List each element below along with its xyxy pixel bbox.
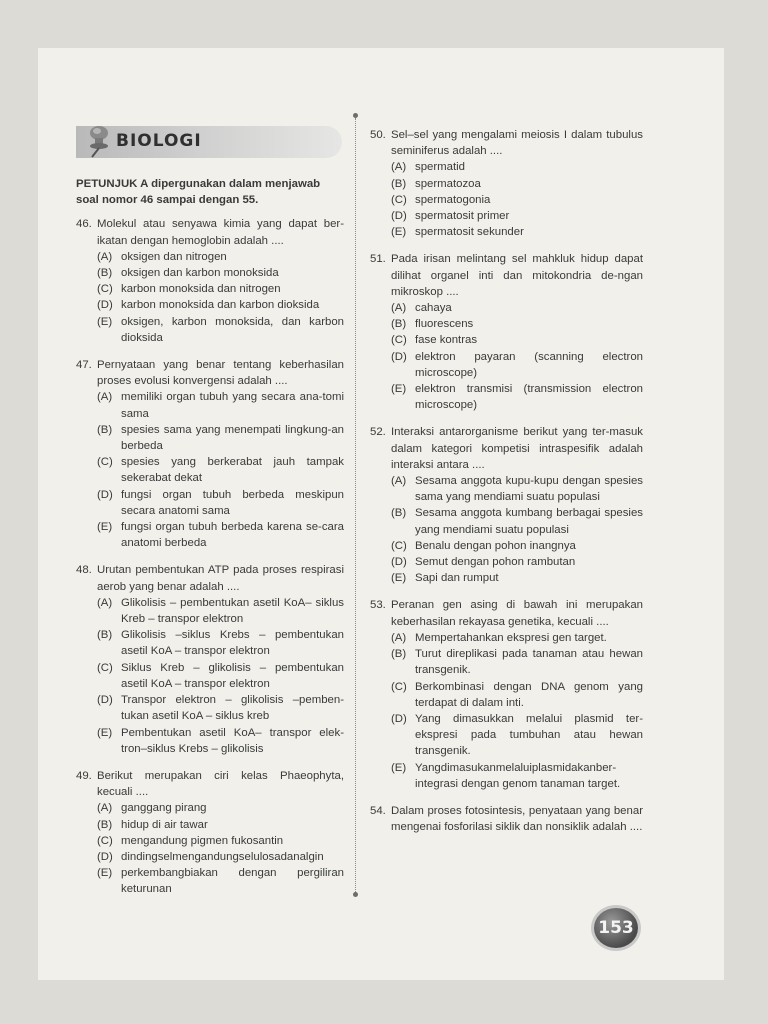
question-number: 52. <box>370 426 386 439</box>
answer-option <box>76 692 344 724</box>
answer-option <box>370 349 643 381</box>
question-number: 53. <box>370 599 386 612</box>
answer-option <box>370 176 643 192</box>
question-item <box>76 357 344 551</box>
option-text: spermatosit primer <box>415 210 510 223</box>
column-divider <box>355 118 356 896</box>
option-label: (D) <box>391 350 407 363</box>
option-label: (C) <box>97 661 113 674</box>
answer-option <box>76 725 344 757</box>
question-item <box>370 424 643 586</box>
question-number: 50. <box>370 129 386 141</box>
divider-dot <box>353 892 358 897</box>
option-text: Turut direplikasi pada tanaman atau hewan transgenik. <box>415 648 643 677</box>
option-label: (B) <box>391 177 407 190</box>
option-text: karbon monoksida dan karbon dioksida <box>121 299 320 312</box>
answer-option <box>370 381 643 413</box>
option-label: (A) <box>391 631 407 644</box>
option-label: (C) <box>97 834 113 847</box>
option-label: (B) <box>97 423 113 436</box>
option-text: Transpor elektron – glikolisis –pemben-tukan asetil KoA – siklus kreb <box>121 694 344 723</box>
question-text: Peranan gen asing di bawah ini merupakan keberhasilan rekayasa genetika, kecuali .... <box>391 599 643 628</box>
option-text: Yang dimasukkan melalui plasmid ter-ekspresi pada tumbuhan atau hewan transgenik. <box>415 712 643 758</box>
question-text: Dalam proses fotosintesis, penyataan yang benar mengenai fosforilasi siklik dan nonsiklik adalah .... <box>391 804 643 834</box>
question-stem <box>370 251 643 300</box>
option-label: (A) <box>391 475 407 488</box>
answer-option <box>76 314 344 346</box>
option-label: (C) <box>97 456 113 469</box>
option-label: (B) <box>391 507 407 520</box>
left-question-list <box>76 216 344 897</box>
option-label: (E) <box>97 867 113 880</box>
option-label: (A) <box>97 250 113 263</box>
option-label: (E) <box>97 315 113 328</box>
answer-option <box>76 265 344 281</box>
option-text: spermatid <box>415 161 466 174</box>
answer-option <box>76 389 344 421</box>
answer-option <box>76 800 344 816</box>
answer-option <box>76 487 344 519</box>
question-text: Berikut merupakan ciri kelas Phaeophyta, kecuali .... <box>97 769 344 799</box>
question-number: 46. <box>76 218 92 231</box>
option-text: karbon monoksida dan nitrogen <box>121 283 281 296</box>
option-text: perkembangbiakan dengan pergiliran keturunan <box>121 867 344 896</box>
option-text: Pembentukan asetil KoA– transpor elek-tron–siklus Krebs – glikolisis <box>121 726 344 755</box>
answer-option <box>76 454 344 486</box>
option-text: spermatosit sekunder <box>415 226 524 239</box>
answer-option <box>76 833 344 849</box>
option-label: (E) <box>97 521 113 534</box>
answer-option <box>370 679 643 711</box>
left-column <box>76 176 344 909</box>
answer-option <box>370 538 643 554</box>
question-number: 49. <box>76 769 92 782</box>
question-stem <box>370 127 643 159</box>
option-label: (E) <box>97 726 113 739</box>
answer-option <box>370 646 643 678</box>
answer-option <box>370 159 643 175</box>
question-item <box>76 768 344 898</box>
option-text: spesies sama yang menempati lingkung-an berbeda <box>121 423 344 453</box>
answer-option <box>370 316 643 332</box>
question-text: Pernyataan yang benar tentang keberhasilan proses evolusi konvergensi adalah .... <box>97 359 344 388</box>
answer-option <box>76 281 344 297</box>
question-stem <box>76 768 344 800</box>
option-label: (D) <box>391 712 407 725</box>
answer-option <box>76 627 344 659</box>
option-text: Berkombinasi dengan DNA genom yang terdapat di dalam inti. <box>415 680 643 709</box>
option-label: (D) <box>97 488 113 501</box>
instruction-text: PETUNJUK A dipergunakan dalam menjawab soal nomor 46 sampai dengan 55. <box>76 178 321 207</box>
answer-option <box>370 554 643 570</box>
pushpin-icon <box>86 124 112 158</box>
option-text: fungsi organ tubuh berbeda meskipun secara anatomi sama <box>121 488 344 517</box>
answer-option <box>370 630 643 646</box>
answer-option <box>370 505 643 537</box>
answer-option <box>76 519 344 551</box>
option-label: (A) <box>391 161 407 174</box>
option-text: Glikolisis – pembentukan asetil KoA– siklus Kreb – transpor elektron <box>121 596 344 626</box>
question-text: Pada irisan melintang sel mahkluk hidup dapat dilihat organel inti dan mitokondria de-ngan mikroskop .... <box>391 253 643 298</box>
option-label: (A) <box>391 302 407 315</box>
option-label: (B) <box>97 629 113 642</box>
option-text: Siklus Kreb – glikolisis – pembentukan asetil KoA – transpor elektron <box>121 661 344 690</box>
option-label: (C) <box>391 193 407 206</box>
answer-option <box>76 865 344 897</box>
question-text: Molekul atau senyawa kimia yang dapat ber-ikatan dengan hemoglobin adalah .... <box>97 218 344 247</box>
answer-option <box>370 300 643 316</box>
question-text: Interaksi antarorganisme berikut yang ter-masuk dalam kategori kompetisi intraspesifik adalah interaksi antara .... <box>391 426 643 471</box>
right-column <box>370 127 643 846</box>
option-text: dindingselmengandungselulosadanalgin <box>121 850 324 863</box>
question-stem <box>76 562 344 594</box>
option-label: (E) <box>391 572 407 585</box>
option-text: oksigen dan nitrogen <box>121 250 227 263</box>
question-item <box>370 803 643 835</box>
option-label: (B) <box>391 318 407 331</box>
question-item <box>370 127 643 240</box>
option-text: ganggang pirang <box>121 802 207 815</box>
option-label: (D) <box>391 556 407 569</box>
question-number: 54. <box>370 804 386 817</box>
page-number: 153 <box>598 918 634 938</box>
option-label: (A) <box>97 596 113 609</box>
option-text: Sapi dan rumput <box>415 572 499 585</box>
answer-option <box>370 711 643 760</box>
option-label: (B) <box>97 818 113 831</box>
answer-option <box>370 760 643 792</box>
answer-option <box>370 570 643 586</box>
option-text: Glikolisis –siklus Krebs – pembentukan asetil KoA – transpor elektron <box>121 629 344 658</box>
option-label: (D) <box>97 850 113 863</box>
answer-option <box>76 297 344 313</box>
answer-option <box>370 192 643 208</box>
option-label: (B) <box>97 267 113 280</box>
subject-title: BIOLOGI <box>116 131 202 151</box>
option-label: (E) <box>391 226 407 239</box>
option-text: fase kontras <box>415 334 478 347</box>
divider-dot <box>353 113 358 118</box>
option-text: fluorescens <box>415 318 474 331</box>
option-label: (D) <box>97 299 113 312</box>
question-stem <box>76 357 344 389</box>
option-text: spermatozoa <box>415 177 481 190</box>
option-text: elektron transmisi (transmission electron microscope) <box>415 383 643 412</box>
option-label: (C) <box>391 680 407 693</box>
question-stem <box>76 216 344 248</box>
option-text: mengandung pigmen fukosantin <box>121 834 284 847</box>
option-text: Sesama anggota kumbang berbagai spesies yang mendiami suatu populasi <box>415 507 643 536</box>
option-text: spesies yang berkerabat jauh tampak sekerabat dekat <box>121 456 344 485</box>
option-text: oksigen dan karbon monoksida <box>121 267 279 280</box>
option-text: memiliki organ tubuh yang secara ana-tomi sama <box>121 391 344 420</box>
option-text: Semut dengan pohon rambutan <box>415 556 576 569</box>
option-text: Mempertahankan ekspresi gen target. <box>415 631 607 644</box>
question-number: 47. <box>76 359 92 372</box>
option-text: cahaya <box>415 302 452 315</box>
question-stem <box>370 424 643 473</box>
question-item <box>370 597 643 791</box>
option-label: (C) <box>97 283 113 296</box>
answer-option <box>370 208 643 224</box>
question-text: Urutan pembentukan ATP pada proses respirasi aerob yang benar adalah .... <box>97 564 344 593</box>
question-item <box>76 216 344 346</box>
option-label: (C) <box>391 334 407 347</box>
answer-option <box>76 595 344 627</box>
option-text: hidup di air tawar <box>121 818 208 831</box>
answer-option <box>370 473 643 505</box>
answer-option <box>76 817 344 833</box>
option-label: (C) <box>391 539 407 552</box>
option-text: Yangdimasukanmelaluiplasmidakanber-integrasi dengan genom tanaman target. <box>415 761 621 790</box>
option-label: (E) <box>391 761 407 774</box>
question-text: Sel–sel yang mengalami meiosis I dalam tubulus seminiferus adalah .... <box>391 129 643 158</box>
answer-option <box>76 422 344 454</box>
option-text: spermatogonia <box>415 193 491 206</box>
option-text: elektron payaran (scanning electron microscope) <box>415 350 643 379</box>
option-label: (B) <box>391 648 407 661</box>
option-label: (A) <box>97 802 113 815</box>
right-question-list <box>370 127 643 835</box>
option-text: fungsi organ tubuh berbeda karena se-cara anatomi berbeda <box>121 521 344 550</box>
option-text: oksigen, karbon monoksida, dan karbon dioksida <box>121 315 344 344</box>
question-item <box>370 251 643 413</box>
option-label: (E) <box>391 383 407 396</box>
answer-option <box>76 660 344 692</box>
option-label: (D) <box>391 210 407 223</box>
question-item <box>76 562 344 756</box>
option-text: Benalu dengan pohon inangnya <box>415 539 576 552</box>
option-label: (A) <box>97 391 113 404</box>
answer-option <box>76 249 344 265</box>
question-number: 51. <box>370 253 386 266</box>
question-number: 48. <box>76 564 92 577</box>
question-stem <box>370 597 643 629</box>
answer-option <box>370 332 643 348</box>
answer-option <box>76 849 344 865</box>
question-stem <box>370 803 643 835</box>
answer-option <box>370 224 643 240</box>
option-text: Sesama anggota kupu-kupu dengan spesies sama yang mendiami suatu populasi <box>415 475 643 504</box>
option-label: (D) <box>97 694 113 707</box>
